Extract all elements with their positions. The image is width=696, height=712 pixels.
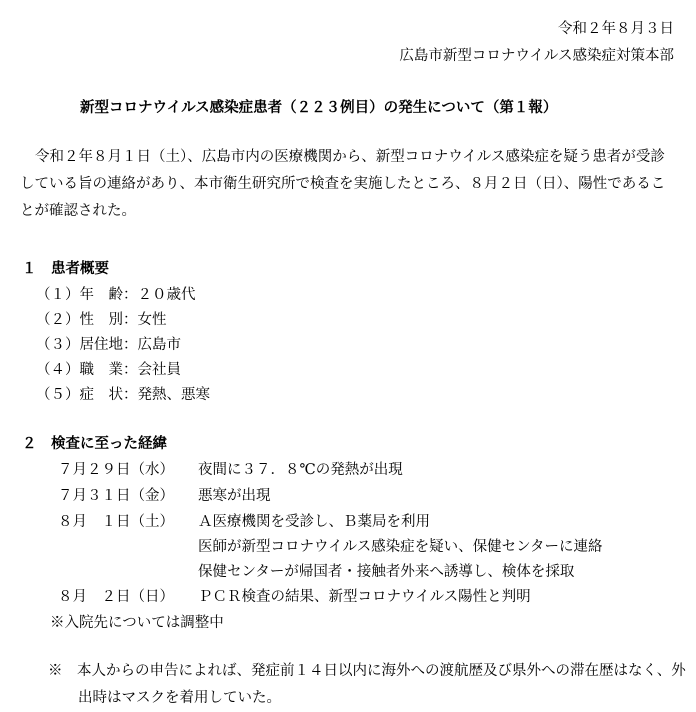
timeline-text: Ａ医療機関を受診し、Ｂ薬局を利用 [198,514,430,530]
issuing-department: 広島市新型コロナウイルス感染症対策本部 [399,48,674,64]
timeline-text: 保健センターが帰国者・接触者外来へ誘導し、検体を採取 [198,564,575,580]
timeline-date: ７月３１日（金） [58,488,174,504]
footnote: ※ 本人からの申告によれば、発症前１４日以内に海外への渡航歴及び県外への滞在歴はなく、外出時はマスクを着用していた。 [48,663,686,706]
patient-residence: （３）居住地：広島市 [36,337,181,353]
report-date: 令和２年８月３日 [558,21,674,37]
timeline-text: 医師が新型コロナウイルス感染症を疑い、保健センターに連絡 [198,539,603,555]
patient-age: （１）年 齢：２０歳代 [36,287,196,303]
patient-sex: （２）性 別：女性 [36,312,167,328]
section2-heading: ２ 検査に至った経緯 [22,436,167,452]
timeline-text: 悪寒が出現 [198,488,271,504]
timeline-date: ８月 １日（土） [58,514,174,530]
patient-symptoms: （５）症 状：発熱、悪寒 [36,387,210,403]
intro-paragraph: 令和２年８月１日（土）、広島市内の医療機関から、新型コロナウイルス感染症を疑う患者が受診している旨の連絡があり、本市衛生研究所で検査を実施したところ、８月２日（日）、陽性であることが確認された。 [20,149,666,219]
timeline-date: ７月２９日（水） [58,462,174,478]
patient-occupation: （４）職 業：会社員 [36,362,181,378]
timeline-date: ８月 ２日（日） [58,589,174,605]
timeline-text: ＰＣＲ検査の結果、新型コロナウイルス陽性と判明 [198,589,531,605]
document-title: 新型コロナウイルス感染症患者（２２３例目）の発生について（第１報） [80,100,558,116]
timeline-text: 夜間に３７．８℃の発熱が出現 [198,462,403,478]
hospital-note: ※入院先については調整中 [50,615,224,631]
section1-heading: １ 患者概要 [22,261,109,277]
